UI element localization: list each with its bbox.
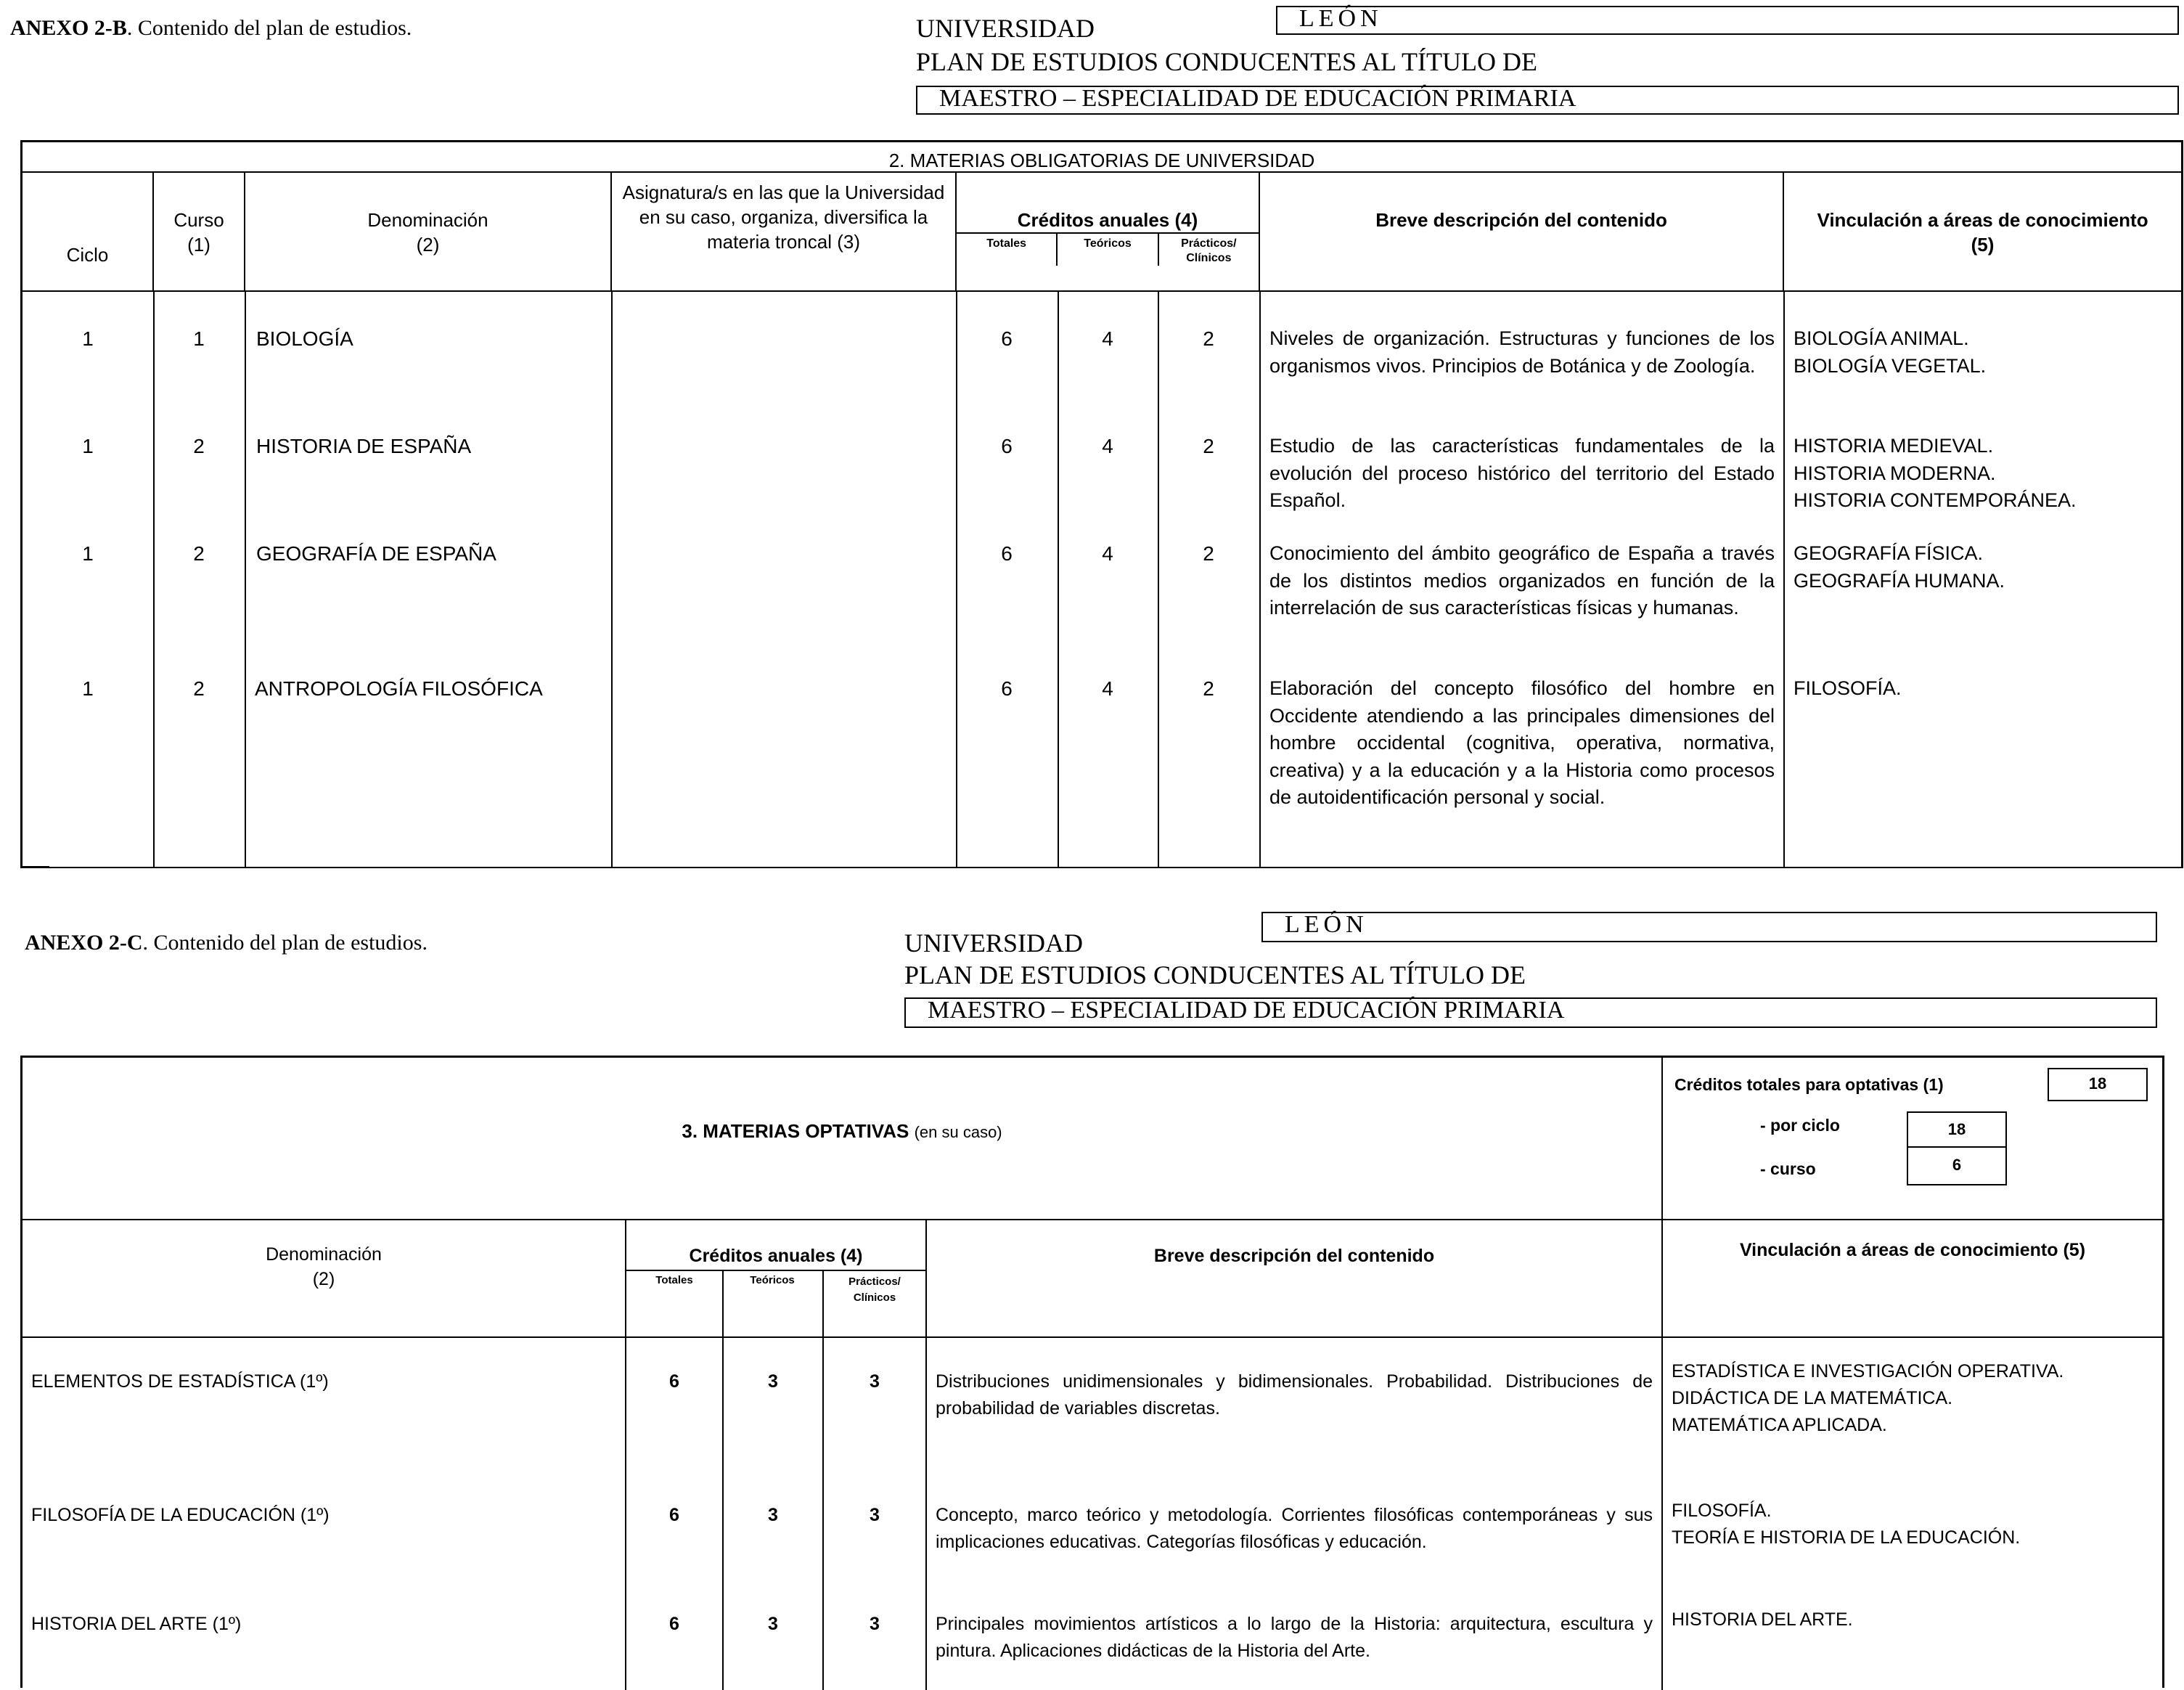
area-item: ESTADÍSTICA E INVESTIGACIÓN OPERATIVA. — [1672, 1361, 2064, 1381]
header-practicos: Prácticos/ Clínicos — [848, 1275, 901, 1304]
cell-totales: 6 — [669, 1505, 679, 1525]
cell-teoricos: 3 — [768, 1505, 778, 1525]
cell-areas — [1785, 325, 2178, 380]
cell-descripcion: Conocimiento del ámbito geográfico de España a través de los distintos medios organizados en función de la interrelación de sus características físicas y humanas. — [1269, 542, 1775, 619]
header-totales: Totales — [655, 1274, 693, 1286]
header-vinculacion: Vinculación a áreas de conocimiento (5) — [1817, 209, 2148, 256]
header-descripcion: Breve descripción del contenido — [1153, 1246, 1435, 1266]
annex-c-table — [20, 1056, 2164, 1688]
header-totales: Totales — [986, 237, 1027, 250]
area-item: FILOSOFÍA. — [1672, 1501, 1772, 1521]
area-item: TEORÍA E HISTORIA DE LA EDUCACIÓN. — [1672, 1527, 2021, 1548]
cell-ciclo: 1 — [82, 542, 94, 565]
cell-descripcion: Principales movimientos artísticos a lo largo de la Historia: arquitectura, escultura y pintura. Aplicaciones didácticas de la Historia del Arte. — [936, 1614, 1653, 1661]
cell-denominacion: GEOGRAFÍA DE ESPAÑA — [256, 542, 496, 565]
cell-teoricos: 3 — [768, 1371, 778, 1392]
cell-practicos: 3 — [870, 1505, 880, 1525]
annex-c-section-name: 3. MATERIAS OPTATIVAS — [682, 1120, 909, 1142]
header-denominacion — [23, 1242, 625, 1291]
cell-teoricos: 4 — [1102, 327, 1113, 350]
creditos-totales-label: Créditos totales para optativas (1) — [1674, 1075, 1944, 1094]
header-vinculacion: Vinculación a áreas de conocimiento (5) — [1739, 1240, 2086, 1260]
cell-denominacion: HISTORIA DE ESPAÑA — [256, 435, 472, 457]
area-item: DIDÁCTICA DE LA MATEMÁTICA. — [1672, 1388, 1953, 1408]
header-denominacion-note: (2) — [416, 234, 440, 256]
annex-b-subtitle: Contenido del plan de estudios. — [137, 16, 412, 40]
area-item: GEOGRAFÍA FÍSICA. — [1794, 542, 1984, 564]
annex-b-universidad-label: UNIVERSIDAD — [916, 14, 1095, 43]
area-item: GEOGRAFÍA HUMANA. — [1794, 569, 2005, 592]
annex-c-top-section — [23, 1058, 2162, 1220]
annex-c-number: 2-C — [108, 931, 143, 955]
area-item: HISTORIA MEDIEVAL. — [1794, 435, 1994, 457]
header-creditos: Créditos anuales (4) — [1017, 209, 1198, 231]
cell-descripcion: Distribuciones unidimensionales y bidimensionales. Probabilidad. Distribuciones de probabilidad de variables discretas. — [936, 1371, 1653, 1418]
cell-ciclo: 1 — [82, 435, 94, 457]
annex-c-header-row — [23, 1219, 2162, 1338]
header-descripcion: Breve descripción del contenido — [1375, 209, 1667, 231]
creditos-totales-value: 18 — [2048, 1068, 2148, 1101]
header-denominacion-label: Denominación — [266, 1244, 382, 1265]
area-item: HISTORIA DEL ARTE. — [1672, 1609, 1853, 1630]
area-item: BIOLOGÍA ANIMAL. — [1794, 327, 1969, 349]
cell-denominacion: FILOSOFÍA DE LA EDUCACIÓN (1º) — [31, 1505, 330, 1525]
cell-totales: 6 — [1001, 542, 1013, 565]
cell-areas — [1785, 675, 2178, 703]
cell-descripcion: Niveles de organización. Estructuras y funciones de los organismos vivos. Principios de Botánica y de Zoología. — [1269, 327, 1775, 377]
header-curso: Curso — [173, 209, 224, 231]
cell-teoricos: 3 — [768, 1614, 778, 1634]
annex-c-titulo-value: MAESTRO – ESPECIALIDAD DE EDUCACIÓN PRIMARIA — [904, 997, 2157, 1028]
header-creditos-subcolumns — [957, 232, 1259, 266]
cell-curso: 2 — [193, 435, 205, 457]
header-curso-note: (1) — [187, 234, 210, 256]
cell-totales: 6 — [669, 1614, 679, 1634]
header-teoricos: Teóricos — [1056, 234, 1157, 266]
curso-label: - curso — [1760, 1159, 1816, 1178]
cell-denominacion: ELEMENTOS DE ESTADÍSTICA (1º) — [31, 1371, 329, 1392]
cell-denominacion: BIOLOGÍA — [256, 327, 353, 350]
area-item: HISTORIA MODERNA. — [1794, 462, 1996, 484]
annex-b-table-body — [23, 290, 2181, 868]
annex-b-header-row — [23, 172, 2181, 291]
area-item: HISTORIA CONTEMPORÁNEA. — [1794, 489, 2077, 511]
header-asignaturas: Asignatura/s en las que la Universidad en su caso, organiza, diversifica la materia troncal (3) — [622, 181, 945, 253]
cell-teoricos: 4 — [1102, 677, 1113, 700]
annex-b-number: 2-B — [94, 16, 127, 40]
header-practicos: Prácticos/ Clínicos — [1158, 234, 1259, 266]
cell-practicos: 3 — [870, 1614, 880, 1634]
annex-b-label: ANEXO — [10, 16, 89, 40]
por-ciclo-label: - por ciclo — [1760, 1116, 1840, 1135]
annex-b-universidad-value: LEÓN — [1276, 6, 2179, 35]
annex-b-section-title: 2. MATERIAS OBLIGATORIAS DE UNIVERSIDAD — [888, 150, 1315, 171]
cell-totales: 6 — [1001, 435, 1013, 457]
curso-value: 6 — [1907, 1148, 2007, 1185]
por-ciclo-value: 18 — [1907, 1111, 2007, 1148]
cell-totales: 6 — [1001, 677, 1013, 700]
cell-practicos: 2 — [1203, 435, 1214, 457]
cell-teoricos: 4 — [1102, 435, 1113, 457]
annex-c-title: ANEXO 2-C. Contenido del plan de estudios. — [25, 931, 428, 955]
area-item: MATEMÁTICA APLICADA. — [1672, 1415, 1887, 1435]
annex-c-universidad-label: UNIVERSIDAD — [904, 928, 1083, 958]
header-teoricos: Teóricos — [750, 1274, 795, 1286]
cell-areas — [1785, 433, 2184, 515]
cell-areas — [1663, 1358, 2107, 1439]
cell-areas — [1663, 1607, 2107, 1633]
annex-c-label: ANEXO — [25, 931, 104, 955]
header-denominacion: Denominación — [367, 209, 488, 231]
cell-ciclo: 1 — [82, 327, 94, 350]
cell-descripcion: Estudio de las características fundamentales de la evolución del proceso histórico del territorio del Estado Español. — [1269, 435, 1775, 511]
cell-areas — [1663, 1498, 2151, 1551]
annex-c-section-title — [23, 1120, 1661, 1143]
area-item: BIOLOGÍA VEGETAL. — [1794, 354, 1987, 377]
header-creditos: Créditos anuales (4) — [689, 1246, 863, 1266]
cell-practicos: 2 — [1203, 327, 1214, 350]
annex-b-titulo-value: MAESTRO – ESPECIALIDAD DE EDUCACIÓN PRIMARIA — [916, 86, 2179, 115]
cell-practicos: 2 — [1203, 542, 1214, 565]
annex-b-title: ANEXO 2-B. Contenido del plan de estudios. — [10, 16, 412, 40]
annex-b-table — [23, 171, 2181, 292]
header-denominacion-note: (2) — [312, 1269, 335, 1289]
cell-teoricos: 4 — [1102, 542, 1113, 565]
header-creditos-subcolumns — [626, 1270, 925, 1336]
header-ciclo: Ciclo — [66, 244, 109, 266]
annex-c-section-note: (en su caso) — [914, 1123, 1002, 1141]
cell-descripcion: Concepto, marco teórico y metodología. Corrientes filosóficas contemporáneas y sus implicaciones educativas. Categorías filosóficas y educación. — [936, 1505, 1653, 1552]
annex-b-plan-label: PLAN DE ESTUDIOS CONDUCENTES AL TÍTULO DE — [916, 47, 1537, 76]
annex-c-plan-label: PLAN DE ESTUDIOS CONDUCENTES AL TÍTULO DE — [904, 960, 1526, 989]
cell-practicos: 2 — [1203, 677, 1214, 700]
cell-totales: 6 — [669, 1371, 679, 1392]
cell-ciclo: 1 — [82, 677, 94, 700]
cell-denominacion: HISTORIA DEL ARTE (1º) — [31, 1614, 242, 1634]
annex-c-subtitle: Contenido del plan de estudios. — [153, 931, 428, 955]
area-item: FILOSOFÍA. — [1794, 677, 1902, 699]
cell-curso: 2 — [193, 542, 205, 565]
cell-denominacion: ANTROPOLOGÍA FILOSÓFICA — [255, 677, 543, 700]
cell-totales: 6 — [1001, 327, 1013, 350]
cell-practicos: 3 — [870, 1371, 880, 1392]
cell-curso: 1 — [193, 327, 205, 350]
cell-curso: 2 — [193, 677, 205, 700]
annex-c-universidad-value: LEÓN — [1261, 912, 2157, 942]
cell-descripcion: Elaboración del concepto filosófico del hombre en Occidente atendiendo a las principales dimensiones del hombre occidental (cognitiva, operativa, normativa, creativa) y a la educación y a la Historia como procesos de autoidentificación personal y social. — [1269, 677, 1775, 808]
cell-areas — [1785, 540, 2178, 595]
